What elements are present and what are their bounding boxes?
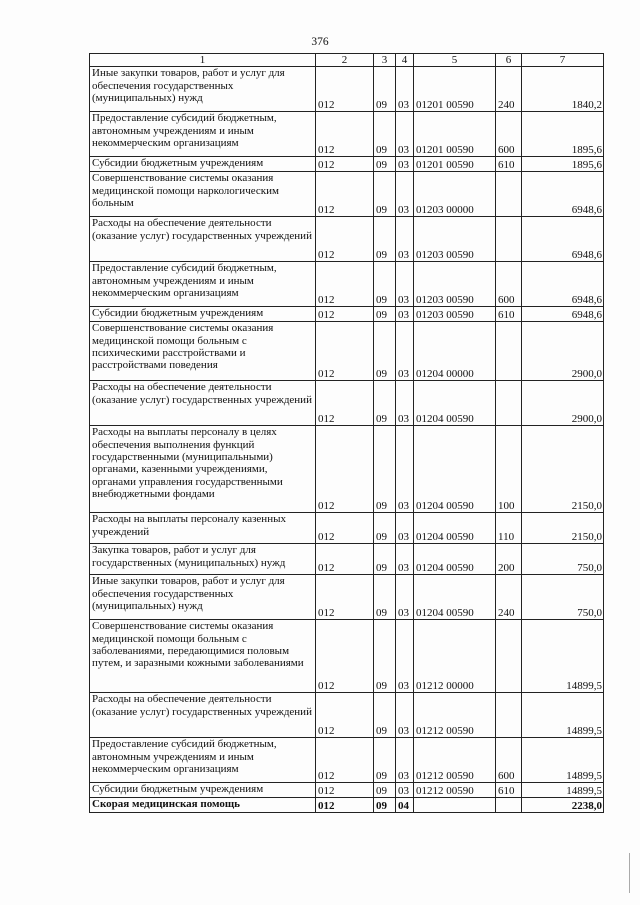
cell-vr: 240 xyxy=(496,575,522,620)
table-row xyxy=(90,381,604,426)
cell-pr: 04 xyxy=(396,798,414,813)
cell-gr: 012 xyxy=(316,112,374,157)
cell-name: Закупка товаров, работ и услуг для государственных (муниципальных) нужд xyxy=(90,544,316,575)
cell-sum: 2150,0 xyxy=(522,426,604,513)
cell-rz: 09 xyxy=(374,544,396,575)
col-header-rz: 3 xyxy=(374,54,396,67)
col-header-sum: 7 xyxy=(522,54,604,67)
cell-name: Предоставление субсидий бюджетным, автономным учреждениям и иным некоммерческим организациям xyxy=(90,112,316,157)
cell-name: Расходы на обеспечение деятельности (оказание услуг) государственных учреждений xyxy=(90,693,316,738)
cell-csr: 01203 00590 xyxy=(414,217,496,262)
cell-pr: 03 xyxy=(396,172,414,217)
cell-vr: 610 xyxy=(496,157,522,172)
cell-vr xyxy=(496,381,522,426)
cell-vr: 610 xyxy=(496,307,522,322)
scan-artifact-line xyxy=(629,853,630,893)
cell-vr: 600 xyxy=(496,738,522,783)
table-row xyxy=(90,575,604,620)
cell-sum: 2238,0 xyxy=(522,798,604,813)
cell-vr xyxy=(496,217,522,262)
col-header-name: 1 xyxy=(90,54,316,67)
cell-rz: 09 xyxy=(374,322,396,381)
cell-pr: 03 xyxy=(396,575,414,620)
cell-name: Расходы на обеспечение деятельности (оказание услуг) государственных учреждений xyxy=(90,381,316,426)
cell-gr: 012 xyxy=(316,307,374,322)
cell-name: Предоставление субсидий бюджетным, автономным учреждениям и иным некоммерческим организациям xyxy=(90,262,316,307)
cell-sum: 1895,6 xyxy=(522,112,604,157)
cell-vr xyxy=(496,798,522,813)
cell-gr: 012 xyxy=(316,620,374,693)
cell-gr: 012 xyxy=(316,544,374,575)
cell-sum: 6948,6 xyxy=(522,307,604,322)
cell-gr: 012 xyxy=(316,693,374,738)
cell-vr: 200 xyxy=(496,544,522,575)
cell-csr: 01201 00590 xyxy=(414,157,496,172)
col-header-gr: 2 xyxy=(316,54,374,67)
cell-sum: 2150,0 xyxy=(522,513,604,544)
cell-gr: 012 xyxy=(316,738,374,783)
cell-name: Расходы на выплаты персоналу в целях обеспечения выполнения функций государственными (муниципальными) органами, казенными учреждениями, органами управления государственными внебюджетными фондами xyxy=(90,426,316,513)
cell-name: Совершенствование системы оказания медицинской помощи больным с психическими расстройствами и расстройствами поведения xyxy=(90,322,316,381)
cell-rz: 09 xyxy=(374,738,396,783)
cell-csr: 01204 00590 xyxy=(414,513,496,544)
cell-rz: 09 xyxy=(374,381,396,426)
cell-gr: 012 xyxy=(316,575,374,620)
table-row xyxy=(90,67,604,112)
cell-rz: 09 xyxy=(374,798,396,813)
table-row xyxy=(90,262,604,307)
table-header-row xyxy=(90,54,604,67)
table-row xyxy=(90,157,604,172)
cell-csr: 01212 00590 xyxy=(414,783,496,798)
cell-csr: 01204 00000 xyxy=(414,322,496,381)
cell-rz: 09 xyxy=(374,172,396,217)
cell-csr: 01201 00590 xyxy=(414,67,496,112)
cell-csr xyxy=(414,798,496,813)
table-row xyxy=(90,783,604,798)
cell-csr: 01203 00590 xyxy=(414,262,496,307)
cell-csr: 01212 00590 xyxy=(414,738,496,783)
cell-vr: 600 xyxy=(496,262,522,307)
cell-vr xyxy=(496,693,522,738)
cell-sum: 6948,6 xyxy=(522,217,604,262)
table-row xyxy=(90,322,604,381)
cell-pr: 03 xyxy=(396,426,414,513)
cell-sum: 750,0 xyxy=(522,544,604,575)
cell-pr: 03 xyxy=(396,262,414,307)
table-row xyxy=(90,112,604,157)
cell-rz: 09 xyxy=(374,426,396,513)
cell-gr: 012 xyxy=(316,798,374,813)
table-row xyxy=(90,544,604,575)
cell-gr: 012 xyxy=(316,381,374,426)
cell-name: Иные закупки товаров, работ и услуг для обеспечения государственных (муниципальных) нужд xyxy=(90,67,316,112)
col-header-vr: 6 xyxy=(496,54,522,67)
cell-csr: 01204 00590 xyxy=(414,426,496,513)
col-header-pr: 4 xyxy=(396,54,414,67)
cell-name: Субсидии бюджетным учреждениям xyxy=(90,783,316,798)
cell-name: Расходы на обеспечение деятельности (оказание услуг) государственных учреждений xyxy=(90,217,316,262)
cell-vr xyxy=(496,172,522,217)
cell-csr: 01204 00590 xyxy=(414,381,496,426)
table-row xyxy=(90,513,604,544)
cell-sum: 750,0 xyxy=(522,575,604,620)
cell-rz: 09 xyxy=(374,67,396,112)
cell-csr: 01201 00590 xyxy=(414,112,496,157)
cell-sum: 6948,6 xyxy=(522,262,604,307)
table-row xyxy=(90,798,604,813)
cell-vr: 600 xyxy=(496,112,522,157)
cell-vr: 110 xyxy=(496,513,522,544)
cell-rz: 09 xyxy=(374,693,396,738)
cell-gr: 012 xyxy=(316,426,374,513)
cell-rz: 09 xyxy=(374,112,396,157)
cell-gr: 012 xyxy=(316,172,374,217)
cell-rz: 09 xyxy=(374,783,396,798)
cell-vr xyxy=(496,620,522,693)
cell-name: Субсидии бюджетным учреждениям xyxy=(90,157,316,172)
cell-name: Предоставление субсидий бюджетным, автономным учреждениям и иным некоммерческим организациям xyxy=(90,738,316,783)
cell-name: Скорая медицинская помощь xyxy=(90,798,316,813)
cell-vr: 240 xyxy=(496,67,522,112)
cell-sum: 1895,6 xyxy=(522,157,604,172)
budget-table xyxy=(89,53,604,813)
table-row xyxy=(90,172,604,217)
cell-gr: 012 xyxy=(316,513,374,544)
cell-gr: 012 xyxy=(316,67,374,112)
cell-sum: 14899,5 xyxy=(522,738,604,783)
cell-rz: 09 xyxy=(374,575,396,620)
cell-csr: 01203 00590 xyxy=(414,307,496,322)
cell-sum: 2900,0 xyxy=(522,322,604,381)
cell-sum: 14899,5 xyxy=(522,783,604,798)
cell-gr: 012 xyxy=(316,217,374,262)
cell-pr: 03 xyxy=(396,738,414,783)
table-row xyxy=(90,307,604,322)
page-number: 376 xyxy=(311,36,329,48)
cell-rz: 09 xyxy=(374,157,396,172)
table-row xyxy=(90,620,604,693)
cell-csr: 01212 00590 xyxy=(414,693,496,738)
cell-sum: 1840,2 xyxy=(522,67,604,112)
cell-gr: 012 xyxy=(316,783,374,798)
cell-name: Совершенствование системы оказания медицинской помощи наркологическим больным xyxy=(90,172,316,217)
cell-rz: 09 xyxy=(374,217,396,262)
cell-name: Иные закупки товаров, работ и услуг для обеспечения государственных (муниципальных) нужд xyxy=(90,575,316,620)
cell-csr: 01204 00590 xyxy=(414,544,496,575)
cell-sum: 14899,5 xyxy=(522,620,604,693)
table-body xyxy=(90,67,604,813)
cell-rz: 09 xyxy=(374,307,396,322)
cell-pr: 03 xyxy=(396,513,414,544)
cell-sum: 6948,6 xyxy=(522,172,604,217)
cell-name: Субсидии бюджетным учреждениям xyxy=(90,307,316,322)
cell-pr: 03 xyxy=(396,544,414,575)
cell-rz: 09 xyxy=(374,513,396,544)
cell-sum: 2900,0 xyxy=(522,381,604,426)
cell-pr: 03 xyxy=(396,693,414,738)
col-header-csr: 5 xyxy=(414,54,496,67)
cell-rz: 09 xyxy=(374,262,396,307)
cell-name: Расходы на выплаты персоналу казенных учреждений xyxy=(90,513,316,544)
cell-name: Совершенствование системы оказания медицинской помощи больным с заболеваниями, передающимися половым путем, и заразными кожными заболеваниями xyxy=(90,620,316,693)
cell-pr: 03 xyxy=(396,322,414,381)
cell-pr: 03 xyxy=(396,620,414,693)
cell-pr: 03 xyxy=(396,112,414,157)
cell-csr: 01204 00590 xyxy=(414,575,496,620)
cell-vr xyxy=(496,322,522,381)
cell-pr: 03 xyxy=(396,157,414,172)
table-row xyxy=(90,217,604,262)
cell-sum: 14899,5 xyxy=(522,693,604,738)
table-row xyxy=(90,693,604,738)
cell-csr: 01212 00000 xyxy=(414,620,496,693)
cell-pr: 03 xyxy=(396,381,414,426)
table-row xyxy=(90,426,604,513)
cell-vr: 610 xyxy=(496,783,522,798)
cell-pr: 03 xyxy=(396,217,414,262)
cell-gr: 012 xyxy=(316,322,374,381)
cell-gr: 012 xyxy=(316,262,374,307)
cell-gr: 012 xyxy=(316,157,374,172)
table-row xyxy=(90,738,604,783)
cell-pr: 03 xyxy=(396,307,414,322)
cell-csr: 01203 00000 xyxy=(414,172,496,217)
cell-pr: 03 xyxy=(396,67,414,112)
cell-pr: 03 xyxy=(396,783,414,798)
cell-vr: 100 xyxy=(496,426,522,513)
cell-rz: 09 xyxy=(374,620,396,693)
